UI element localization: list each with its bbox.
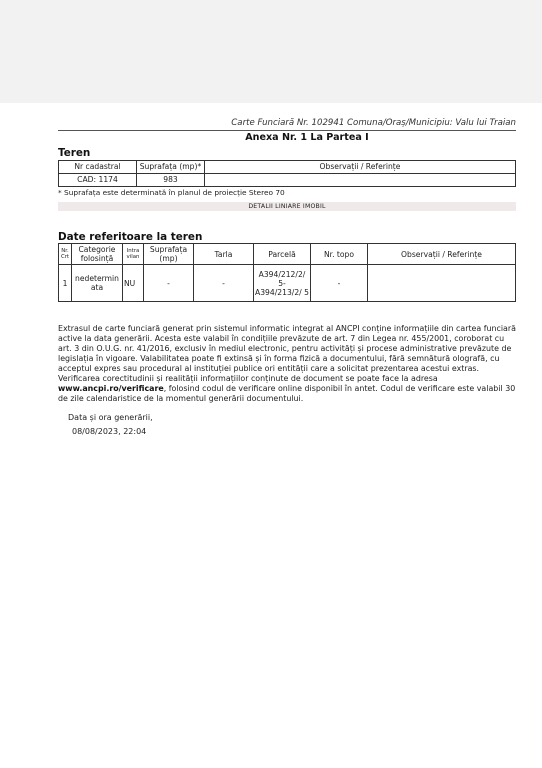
cell-nr-cadastral: CAD: 1174 (59, 174, 137, 187)
col-observatii: Observații / Referințe (205, 161, 516, 174)
legal-paragraph (58, 324, 516, 404)
col-intravilan: Intra vilan (123, 244, 144, 265)
generation-datetime: 08/08/2023, 22:04 (72, 427, 147, 436)
cell-observatii-teren (368, 265, 516, 302)
col-nr-cadastral: Nr cadastral (59, 161, 137, 174)
details-bar: DETALII LINIARE IMOBIL (58, 202, 516, 211)
cell-categorie: nedetermin ata (72, 265, 123, 302)
date-teren-header (59, 244, 516, 265)
col-parcela: Parcelă (254, 244, 311, 265)
generation-block (58, 412, 516, 437)
cell-nr-crt: 1 (59, 265, 72, 302)
col-suprafata-teren: Suprafața (mp) (144, 244, 194, 265)
date-teren-section-title: Date referitoare la teren (58, 231, 203, 243)
col-observatii-teren: Observații / Referințe (368, 244, 516, 265)
carte-funciara-header: Carte Funciară Nr. 102941 Comuna/Oraș/Municipiu: Valu lui Traian (58, 118, 516, 131)
generation-label: Data și ora generării, (68, 413, 153, 422)
cell-tarla: - (194, 265, 254, 302)
top-grey-band (0, 0, 542, 103)
cell-nr-topo: - (311, 265, 368, 302)
col-nr-crt: Nr. Crt (59, 244, 72, 265)
legal-text-1: Extrasul de carte funciară generat prin sistemul informatic integrat al ANCPI conține informațiile din cartea funciară active la data generării. Acesta este valabil în condițiile prevăzute de art. 7 din Legea nr. 455/2001, coroborat cu art. 3 din O.U.G. nr. 41/2016, exclusiv în mediul electronic, pentru activități și procese administrative prevăzute de legislația în vigoare. Valabilitatea poate fi extinsă și în forma fizică a documentului, fără semnătură olografă, cu acceptul expres sau procedural al instituției publice ori entității care a solicitat prezentarea acestui extras. (58, 324, 516, 373)
teren-section-title: Teren (58, 147, 91, 159)
cell-intravilan: NU (123, 265, 144, 302)
col-nr-topo: Nr. topo (311, 244, 368, 265)
cell-parcela: A394/212/2/ 5- A394/213/2/ 5 (254, 265, 311, 302)
table-row (59, 174, 516, 187)
surface-footnote: * Suprafața este determinată în planul de proiecție Stereo 70 (58, 188, 285, 197)
teren-table-header (59, 161, 516, 174)
legal-text-2b: , folosind codul de verificare online disponibil în antet. Codul de verificare este valabil 30 de zile calendaristice de la momentul generării documentului. (58, 384, 516, 403)
col-categorie: Categorie folosință (72, 244, 123, 265)
table-row (59, 265, 516, 302)
cell-suprafata: 983 (137, 174, 205, 187)
cell-observatii (205, 174, 516, 187)
annex-title: Anexa Nr. 1 La Partea I (245, 132, 369, 143)
col-suprafata: Suprafața (mp)* (137, 161, 205, 174)
cell-suprafata-teren: - (144, 265, 194, 302)
document-page (58, 118, 516, 437)
legal-text-2a: Verificarea corectitudinii și realității informațiilor conținute de document se poate face la adresa (58, 374, 438, 383)
date-teren-table (58, 243, 516, 302)
teren-table (58, 160, 516, 187)
col-tarla: Tarla (194, 244, 254, 265)
verification-link[interactable]: www.ancpi.ro/verificare (58, 384, 164, 393)
